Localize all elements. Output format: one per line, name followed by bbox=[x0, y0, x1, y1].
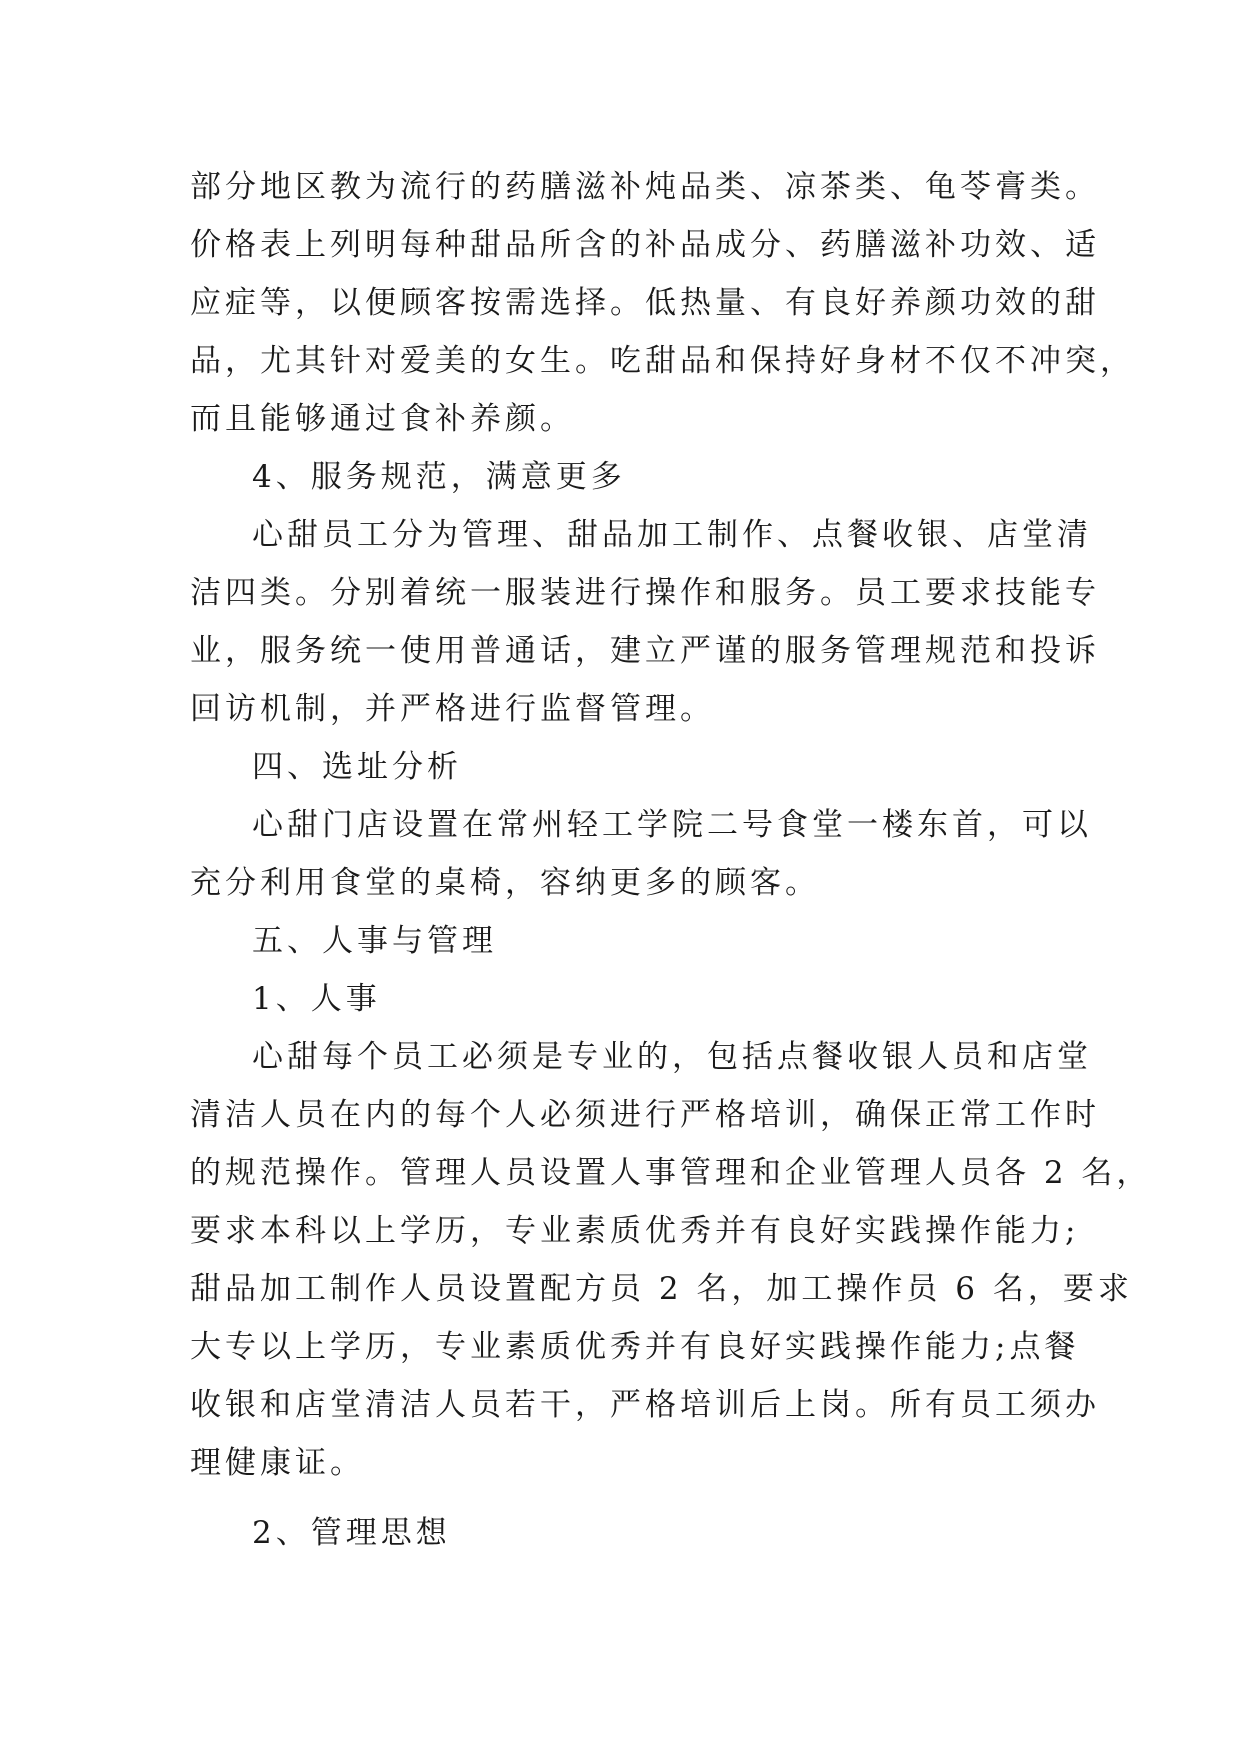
body-text-line: 甜品加工制作人员设置配方员 2 名，加工操作员 6 名，要求 bbox=[190, 1271, 1133, 1307]
body-text-line: 要求本科以上学历，专业素质优秀并有良好实践操作能力; bbox=[190, 1213, 1080, 1249]
body-text-line: 业，服务统一使用普通话，建立严谨的服务管理规范和投诉 bbox=[190, 633, 1100, 669]
body-text-line: 充分利用食堂的桌椅，容纳更多的顾客。 bbox=[190, 865, 820, 901]
body-text-line: 应症等，以便顾客按需选择。低热量、有良好养颜功效的甜 bbox=[190, 285, 1100, 321]
body-text-line: 回访机制，并严格进行监督管理。 bbox=[190, 691, 715, 727]
body-text-line: 清洁人员在内的每个人必须进行严格培训，确保正常工作时 bbox=[190, 1097, 1100, 1133]
subsection-heading: 1、人事 bbox=[252, 981, 381, 1017]
body-text-line: 理健康证。 bbox=[190, 1445, 365, 1481]
body-text-line: 心甜员工分为管理、甜品加工制作、点餐收银、店堂清 bbox=[252, 517, 1092, 553]
section-heading: 4、服务规范，满意更多 bbox=[252, 459, 626, 495]
body-text-line: 的规范操作。管理人员设置人事管理和企业管理人员各 2 名， bbox=[190, 1155, 1152, 1191]
section-heading: 四、选址分析 bbox=[252, 749, 462, 785]
body-text-line: 品，尤其针对爱美的女生。吃甜品和保持好身材不仅不冲突， bbox=[190, 343, 1135, 379]
subsection-heading: 2、管理思想 bbox=[252, 1515, 451, 1551]
body-text-line: 大专以上学历，专业素质优秀并有良好实践操作能力;点餐 bbox=[190, 1329, 1080, 1365]
body-text-line: 收银和店堂清洁人员若干，严格培训后上岗。所有员工须办 bbox=[190, 1387, 1100, 1423]
body-text-line: 洁四类。分别着统一服装进行操作和服务。员工要求技能专 bbox=[190, 575, 1100, 611]
document-body bbox=[190, 158, 1152, 1562]
body-text-line: 心甜每个员工必须是专业的，包括点餐收银人员和店堂 bbox=[252, 1039, 1092, 1075]
body-text-line: 而且能够通过食补养颜。 bbox=[190, 401, 575, 437]
body-text-line: 部分地区教为流行的药膳滋补炖品类、凉茶类、龟苓膏类。 bbox=[190, 169, 1100, 205]
section-heading: 五、人事与管理 bbox=[252, 923, 497, 959]
body-text-line: 心甜门店设置在常州轻工学院二号食堂一楼东首，可以 bbox=[252, 807, 1092, 843]
body-text-line: 价格表上列明每种甜品所含的补品成分、药膳滋补功效、适 bbox=[190, 227, 1100, 263]
